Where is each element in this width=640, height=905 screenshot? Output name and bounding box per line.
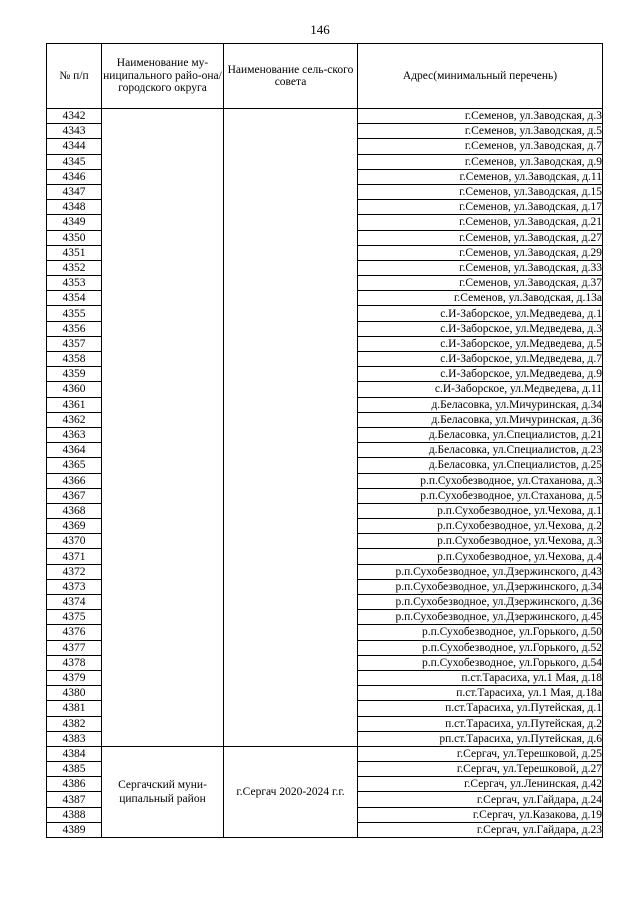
council-cell: г.Сергач 2020-2024 г.г. [224,746,358,837]
address-cell: г.Семенов, ул.Заводская, д.33 [358,260,603,275]
address-cell: с.И-Заборское, ул.Медведева, д.7 [358,352,603,367]
row-number: 4367 [47,488,102,503]
row-number: 4353 [47,276,102,291]
address-cell: д.Беласовка, ул.Специалистов, д.23 [358,443,603,458]
address-cell: г.Сергач, ул.Терешковой, д.27 [358,762,603,777]
address-cell: д.Беласовка, ул.Специалистов, д.25 [358,458,603,473]
council-cell [224,109,358,747]
header-district: Наименование му-ниципального райо-она/ городского округа [102,44,224,109]
address-cell: г.Семенов, ул.Заводская, д.7 [358,139,603,154]
row-number: 4377 [47,640,102,655]
address-cell: р.п.Сухобезводное, ул.Чехова, д.3 [358,534,603,549]
row-number: 4387 [47,792,102,807]
row-number: 4372 [47,564,102,579]
address-cell: рп.ст.Тарасиха, ул.Путейская, д.6 [358,731,603,746]
address-cell: р.п.Сухобезводное, ул.Дзержинского, д.36 [358,595,603,610]
address-cell: г.Сергач, ул.Ленинская, д.42 [358,777,603,792]
table-row [47,746,603,761]
row-number: 4369 [47,519,102,534]
page-number: 146 [310,22,330,37]
row-number: 4362 [47,412,102,427]
address-cell: п.ст.Тарасиха, ул.1 Мая, д.18а [358,686,603,701]
district-cell: Сергачский муни-ципальный район [102,746,224,837]
row-number: 4381 [47,701,102,716]
address-table [46,43,603,838]
row-number: 4356 [47,321,102,336]
address-cell: г.Семенов, ул.Заводская, д.9 [358,154,603,169]
address-cell: г.Семенов, ул.Заводская, д.37 [358,276,603,291]
address-cell: д.Беласовка, ул.Мичуринская, д.36 [358,412,603,427]
row-number: 4355 [47,306,102,321]
row-number: 4351 [47,245,102,260]
row-number: 4368 [47,503,102,518]
row-number: 4342 [47,109,102,124]
address-cell: г.Сергач, ул.Казакова, д.19 [358,807,603,822]
address-cell: р.п.Сухобезводное, ул.Чехова, д.2 [358,519,603,534]
header-number: № п/п [47,44,102,109]
row-number: 4389 [47,822,102,837]
address-cell: р.п.Сухобезводное, ул.Стаханова, д.5 [358,488,603,503]
row-number: 4346 [47,169,102,184]
address-cell: р.п.Сухобезводное, ул.Стаханова, д.3 [358,473,603,488]
table-header-row [47,44,603,109]
header-council: Наименование сель-ского совета [224,44,358,109]
address-cell: р.п.Сухобезводное, ул.Чехова, д.4 [358,549,603,564]
row-number: 4376 [47,625,102,640]
table-body [47,109,603,838]
address-cell: с.И-Заборское, ул.Медведева, д.1 [358,306,603,321]
row-number: 4360 [47,382,102,397]
address-cell: п.ст.Тарасиха, ул.Путейская, д.2 [358,716,603,731]
row-number: 4357 [47,336,102,351]
address-cell: г.Семенов, ул.Заводская, д.17 [358,200,603,215]
row-number: 4370 [47,534,102,549]
row-number: 4363 [47,427,102,442]
address-cell: с.И-Заборское, ул.Медведева, д.9 [358,367,603,382]
row-number: 4375 [47,610,102,625]
address-cell: г.Семенов, ул.Заводская, д.27 [358,230,603,245]
row-number: 4366 [47,473,102,488]
address-cell: р.п.Сухобезводное, ул.Дзержинского, д.34 [358,579,603,594]
row-number: 4349 [47,215,102,230]
row-number: 4354 [47,291,102,306]
table-row [47,109,603,124]
address-cell: с.И-Заборское, ул.Медведева, д.3 [358,321,603,336]
row-number: 4386 [47,777,102,792]
row-number: 4352 [47,260,102,275]
address-cell: г.Семенов, ул.Заводская, д.5 [358,124,603,139]
address-cell: г.Сергач, ул.Гайдара, д.24 [358,792,603,807]
address-cell: д.Беласовка, ул.Специалистов, д.21 [358,427,603,442]
address-cell: п.ст.Тарасиха, ул.Путейская, д.1 [358,701,603,716]
address-cell: г.Семенов, ул.Заводская, д.13а [358,291,603,306]
row-number: 4388 [47,807,102,822]
address-cell: д.Беласовка, ул.Мичуринская, д.34 [358,397,603,412]
address-cell: с.И-Заборское, ул.Медведева, д.5 [358,336,603,351]
row-number: 4374 [47,595,102,610]
row-number: 4379 [47,670,102,685]
row-number: 4350 [47,230,102,245]
address-cell: г.Семенов, ул.Заводская, д.29 [358,245,603,260]
row-number: 4383 [47,731,102,746]
address-cell: р.п.Сухобезводное, ул.Горького, д.52 [358,640,603,655]
address-cell: п.ст.Тарасиха, ул.1 Мая, д.18 [358,670,603,685]
row-number: 4371 [47,549,102,564]
address-cell: р.п.Сухобезводное, ул.Дзержинского, д.43 [358,564,603,579]
address-cell: р.п.Сухобезводное, ул.Горького, д.50 [358,625,603,640]
address-cell: р.п.Сухобезводное, ул.Горького, д.54 [358,655,603,670]
row-number: 4385 [47,762,102,777]
row-number: 4365 [47,458,102,473]
row-number: 4384 [47,746,102,761]
row-number: 4380 [47,686,102,701]
row-number: 4343 [47,124,102,139]
row-number: 4345 [47,154,102,169]
row-number: 4361 [47,397,102,412]
address-cell: г.Семенов, ул.Заводская, д.11 [358,169,603,184]
address-cell: р.п.Сухобезводное, ул.Чехова, д.1 [358,503,603,518]
address-cell: р.п.Сухобезводное, ул.Дзержинского, д.45 [358,610,603,625]
row-number: 4378 [47,655,102,670]
row-number: 4359 [47,367,102,382]
row-number: 4373 [47,579,102,594]
address-cell: г.Семенов, ул.Заводская, д.21 [358,215,603,230]
row-number: 4382 [47,716,102,731]
address-cell: г.Сергач, ул.Гайдара, д.23 [358,822,603,837]
address-cell: г.Семенов, ул.Заводская, д.15 [358,184,603,199]
address-cell: г.Сергач, ул.Терешковой, д.25 [358,746,603,761]
row-number: 4358 [47,352,102,367]
header-address: Адрес(минимальный перечень) [358,44,603,109]
row-number: 4344 [47,139,102,154]
district-cell [102,109,224,747]
row-number: 4364 [47,443,102,458]
address-cell: с.И-Заборское, ул.Медведева, д.11 [358,382,603,397]
row-number: 4347 [47,184,102,199]
address-cell: г.Семенов, ул.Заводская, д.3 [358,109,603,124]
row-number: 4348 [47,200,102,215]
